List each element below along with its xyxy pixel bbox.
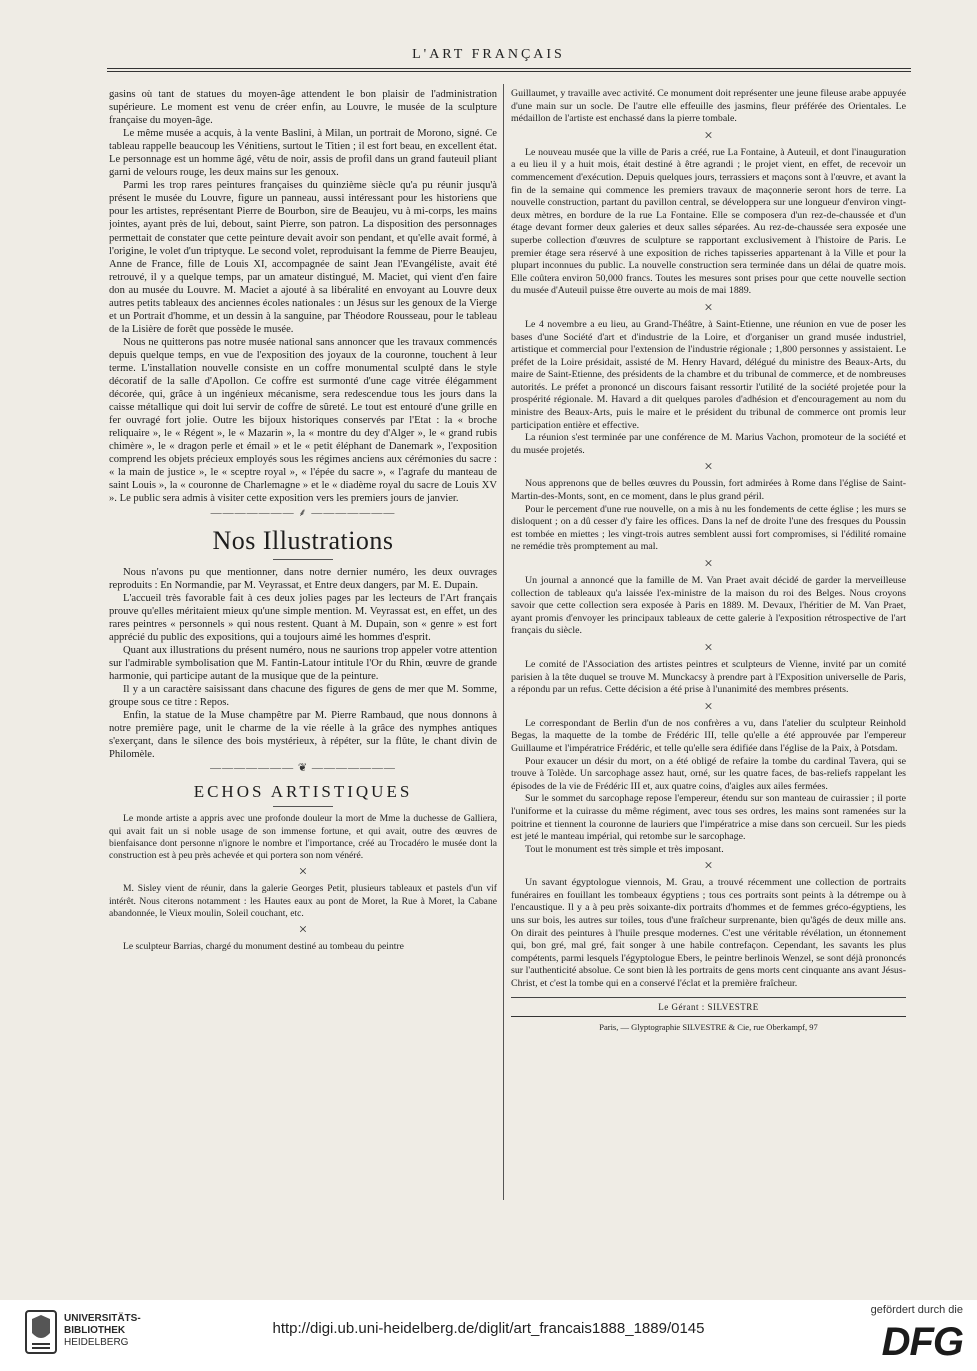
paragraph: Sur le sommet du sarcophage repose l'empereur, étendu sur son manteau de cuirassier ; il porte l'uniforme et la cuirasse du même régiment, avec tous ses ordres, les mains sont ramenées sur la poitrine et tiennent la couronne de lauriers que l'impératrice a mise dans son cercueil. Sur les pieds est jeté le manteau impérial, qui retombe sur le sarcophage. [511, 793, 906, 843]
paragraph: Nous ne quitterons pas notre musée national sans annoncer que les travaux commencés depuis quelque temps, en vue de l'exposition des joyaux de la couronne, touchent à leur terme. L'installation nouvelle consiste en un coffre monumental sculpté dans le style décoratif de la salle d'Apollon. Ce coffre est surmonté d'une cage vitrée élégamment décorée, qui, grâce à un ingénieux mécanisme, sera redescendue tous les jours dans la caisse métallique qui doit lui servir de coffre de sûreté. Le tout est entouré d'une grille en fer ouvragé fort jolie. Outre les bijoux historiques conservés par l'Etat : la « broche reliquaire », le « Régent », le « Mazarin », la « montre du dey d'Alger », le « grand rubis chimère », le « dragon perle et émail » et le « petit éléphant de Danemark », l'exposition comprend les objets précieux employés sous les régimes anciens aux cérémonies du sacre : « la main de justice », le « sceptre royal », « l'épée du sacre », « l'agrafe du manteau de saint Louis », la « couronne de Charlemagne » et le « diadème royal du sacre de Louis XV ». Le public sera admis à visiter cette exposition vers les premiers jours de janvier. [109, 336, 497, 505]
paragraph: Le correspondant de Berlin d'un de nos confrères a vu, dans l'atelier du sculpteur Reinhold Begas, la maquette de la tombe de Frédéric III, telle qu'elle a été approuvée par l'empereur Guillaume et l'impératrice Frédéric, et telle qu'elle sera édifiée dans l'église de la Paix, à Potsdam. [511, 717, 906, 754]
library-line: HEIDELBERG [64, 1337, 129, 1348]
separator-cross: × [704, 299, 713, 316]
paragraph: gasins où tant de statues du moyen-âge attendent le bon plaisir de l'administration supérieure. Le moment est venu de créer enfin, au Louvre, le musée de la sculpture française du moyen-âge. [109, 89, 497, 127]
paragraph: L'accueil très favorable fait à ces deux jolies pages par les lecteurs de l'Art français prouve qu'elles méritaient mieux qu'une simple mention. M. Veyrassat est, en effet, un des rares peintres « personnels » qui nous restent. Quant à M. Dupain, son « genre » est fort apprécié du public des expositions, qui a toujours aimé les hommes d'esprit. [109, 592, 497, 643]
library-line: BIBLIOTHEK [64, 1325, 126, 1336]
separator-cross: × [704, 698, 713, 715]
header-rule [107, 68, 911, 72]
running-head: L'ART FRANÇAIS [412, 47, 565, 62]
paragraph: Nous n'avons pu que mentionner, dans notre dernier numéro, les deux ouvrages reproduits : En Normandie, par M. Veyrassat, et Entre deux dangers, par M. E. Dupain. [109, 566, 497, 591]
source-url-link[interactable]: http://digi.ub.uni-heidelberg.de/diglit/art_francais1888_1889/0145 [272, 1320, 705, 1337]
separator-cross: × [704, 556, 713, 572]
paragraph: Pour le percement d'une rue nouvelle, on a mis à nu les fondements de cette église ; les murs se disloquent ; on a dû cesser d'y faire les offices. Dans la nef de droite l'une des fresques du Poussin est tombée en miettes ; les vingt-trois autres semblent aussi fort compromises, si l'édilité romaine ne remédie très promptement au mal. [511, 503, 906, 553]
title-rule [273, 559, 333, 560]
title-rule [273, 806, 333, 807]
separator-cross: × [704, 127, 713, 144]
paragraph: Le 4 novembre a eu lieu, au Grand-Théâtre, à Saint-Etienne, une réunion en vue de poser les bases d'une Société d'art et d'industrie de la Loire, et d'organiser un grand musée industriel, artistique et commercial pour l'extension de l'industrie régionale ; 1,800 personnes y assistaient. Le préfet de la Loire présidait, assisté de M. Henry Havard, délégué du ministre des Beaux-Arts, du maire de Saint-Etienne, des présidents de la chambre et du tribunal de commerce, et de nombreuses autorités. Le préfet a prononcé un discours faisant ressortir l'utilité de la société projetée pour la prospérité régionale. M. Havard a dit quelques paroles d'adhésion et d'encouragement au nom du ministre des Beaux-Arts, puis le maire et le président du tribunal de commerce ont promis leur participation entière et effective. [511, 318, 906, 431]
dfg-logo: DFG [881, 1320, 963, 1364]
gerant-line: Le Gérant : SILVESTRE [511, 997, 906, 1018]
paragraph: Enfin, la statue de la Muse champêtre par M. Pierre Rambaud, que nous donnons à notre première page, unit le charme de la vie réelle à la grâce des nymphes antiques s'exerçant, dans le silence des bois mystérieux, à répéter, sur la flûte, le chant divin de Philomèle. [109, 710, 497, 761]
column-divider [503, 84, 504, 1200]
right-column [511, 88, 906, 1198]
funded-by-label: gefördert durch die [870, 1304, 963, 1316]
paragraph: Le monde artiste a appris avec une profonde douleur la mort de Mme la duchesse de Galliera, qui avait fait un si noble usage de son immense fortune, et qui avait, outre des œuvres de bienfaisance dont personne n'ignore le nombre et l'importance, créé au Trocadéro le musée dont la construction est à peu près achevée et qui portera son nom vénéré. [109, 813, 497, 862]
section-title-illustrations: Nos Illustrations [212, 525, 394, 555]
paragraph: Guillaumet, y travaille avec activité. Ce monument doit représenter une jeune fileuse arabe appuyée d'une main sur un socle. De l'autre elle effeuille des jasmins, fleur préférée des Orientales. Le médaillon de l'artiste est enchassé dans la pierre tombale. [511, 88, 906, 125]
paragraph: Pour exaucer un désir du mort, on a été obligé de refaire la tombe du cardinal Tavera, qui se trouve à Tolède. Un sarcophage assez haut, orné, sur les quatre faces, de bas-reliefs rappelant les épisodes de la vie de Frédéric III et, aux quatre coins, d'aigles aux ailes fermées. [511, 755, 906, 792]
paragraph: Le même musée a acquis, à la vente Baslini, à Milan, un portrait de Morono, signé. Ce tableau rappelle beaucoup les Vénitiens, surtout le Titien ; il est fort beau, en excellent état. Le personnage est un homme âgé, vêtu de noir, assis de profil dans un grand fauteuil pliant garni de velours rouge, les deux mains sur les genoux. [109, 128, 497, 179]
paragraph: Le sculpteur Barrias, chargé du monument destiné au tombeau du peintre [123, 941, 404, 953]
separator-cross: × [298, 922, 308, 939]
ornament-divider: ——————— ⸙ ——————— [210, 506, 396, 519]
paragraph: La réunion s'est terminée par une conférence de M. Marius Vachon, promoteur de la société et du musée projetés. [511, 432, 906, 456]
separator-cross: × [704, 639, 713, 656]
separator-cross: × [704, 858, 713, 875]
paragraph: Un savant égyptologue viennois, M. Grau, a trouvé récemment une collection de portraits funéraires en fouillant les tombeaux égyptiens ; tous ces portraits sont peints à la détrempe ou à l'encaustique. Il y a à peu près soixante-dix portraits d'hommes et de femmes gréco-égyptiens, les uns sur bois, les autres sur toiles, tous d'une fraîcheur surprenante, bien qu'âgés de deux mille ans. On dirait des peintures à l'huile presque modernes. C'est une véritable révélation, un étonnement qui, bon gré, mal gré, fait songer à une habile contrefaçon. Cependant, les savants les plus compétents, parmi lesquels l'égyptologue Ebers, le peintre berlinois Wenzel, se sont déjà prononcés sur l'authenticité absolue. Ce sont bien là les portraits de gens morts cent cinquante ans avant Jésus-Christ, et c'est la tombe qui en a conservé l'éclat et la première fraîcheur. [511, 877, 906, 990]
paragraph: Un journal a annoncé que la famille de M. Van Praet avait décidé de garder la merveilleuse collection de tableaux qu'a laissée l'ex-ministre de la maison du roi des Belges. Nous croyons savoir que cette collection sera exposée à Paris en 1889. M. Devaux, l'héritier de M. Van Praet, ayant promis d'envoyer les principaux tableaux de cette galerie à l'exposition rétrospective de l'art français du siècle. [511, 575, 906, 637]
paragraph: Le nouveau musée que la ville de Paris a créé, rue La Fontaine, à Auteuil, et dont l'inauguration a eu lieu il y a huit mois, était destiné à être agrandi ; le projet vient, en effet, de recevoir un commencement d'exécution. Depuis quelques jours, terrassiers et maçons sont à l'œuvre, et avant la fin de la semaine qui commence les premiers travaux de maçonnerie seront hors de terre. La nouvelle construction, partant du pavillon central, se développera sur une longueur d'environ vingt-deux mètres, en bordure de la rue La Fontaine. Elle se composera d'un rez-de-chaussée et d'un étage devant former deux galeries et deux salles séparées. Au rez-de-chaussée sera exposée une superbe collection d'œuvres de sculpture se rapportant exclusivement à l'histoire de Paris. Le premier étage sera réservé à une exposition de riches tapisseries appartenant à la Ville et pour la plupart inconnues du public. La nouvelle construction sera terminée dans un délai de quatre mois. Elle coûtera environ 50,000 francs. Toutes les mesures sont prises pour que cette nouvelle section du musée d'Auteuil puisse être ouverte au mois de mai 1889. [511, 146, 906, 297]
separator-cross: × [298, 864, 308, 881]
ornament-divider: ——————— ❦ ——————— [210, 762, 396, 775]
left-column [109, 88, 497, 1198]
paragraph: M. Sisley vient de réunir, dans la galerie Georges Petit, plusieurs tableaux et pastels d'un vif intérêt. Nous citerons notamment : les Hautes eaux au pont de Moret, la Rue à Moret, la Cabane abandonnée, le Vieux moulin, Soleil couchant, etc. [109, 883, 497, 919]
imprint-line: Paris, — Glyptographie SILVESTRE & Cie, rue Oberkampf, 97 [599, 1022, 818, 1033]
paragraph: Tout le monument est très simple et très imposant. [525, 843, 724, 855]
paragraph: Nous apprenons que de belles œuvres du Poussin, fort admirées à Rome dans l'église de Saint-Martin-des-Monts, sont, en ce moment, dans le plus grand péril. [511, 478, 906, 503]
paragraph: Le comité de l'Association des artistes peintres et sculpteurs de Vienne, invité par un comité parisien à la tête duquel se trouve M. Munckacsy à prendre part à l'Exposition universelle de Paris, a répondu par un refus. Cette décision a été prise à l'unanimité des membres présents. [511, 658, 906, 696]
section-title-echos: ECHOS ARTISTIQUES [193, 782, 413, 802]
library-line: UNIVERSITÄTS- [64, 1313, 141, 1324]
imprint-block [511, 997, 906, 1034]
paragraph: Il y a un caractère saisissant dans chacune des figures de gens de mer que M. Somme, groupe sous ce titre : Repos. [109, 683, 497, 708]
separator-cross: × [704, 459, 713, 476]
paragraph: Parmi les trop rares peintures françaises du quinzième siècle qu'a pu réunir jusqu'à présent le musée du Louvre, figure un panneau, aussi intéressant pour les historiens que pour les artistes, représentant Pierre de Bourbon, sire de Beaujeu, vu à mi-corps, les mains jointes, ayant près de lui, debout, saint Pierre, son patron. La disposition des personnages permettait de constater que cette peinture devait avoir son pendant, et qu'elle avait formé, à l'origine, le volet d'un triptyque. Le second volet, reproduisant la femme de Pierre Beaujeu, Anne de France, fille de Louis XI, accompagnée de saint Jean l'Evangéliste, avait été retrouvé, il y a quelque temps, par un amateur distingué, M. Maciet, qui vient d'en faire don au musée du Louvre. M. Maciet a ajouté à sa libéralité en envoyant au Louvre deux autres petits tableaux des anciennes écoles nationales : un Jésus sur les genoux de la Vierge et un Portrait d'homme, et un dessin à la sanguine, par Théodore Rousseau, pour le tableau de la Lisière de forêt que possède le musée. [109, 180, 497, 335]
paragraph: Quant aux illustrations du présent numéro, nous ne saurions trop appeler votre attention sur l'admirable symbolisation que M. Fantin-Latour intitule l'Or du Rhin, œuvre de grande harmonie, qui participe autant de la musique que de la peinture. [109, 644, 497, 682]
